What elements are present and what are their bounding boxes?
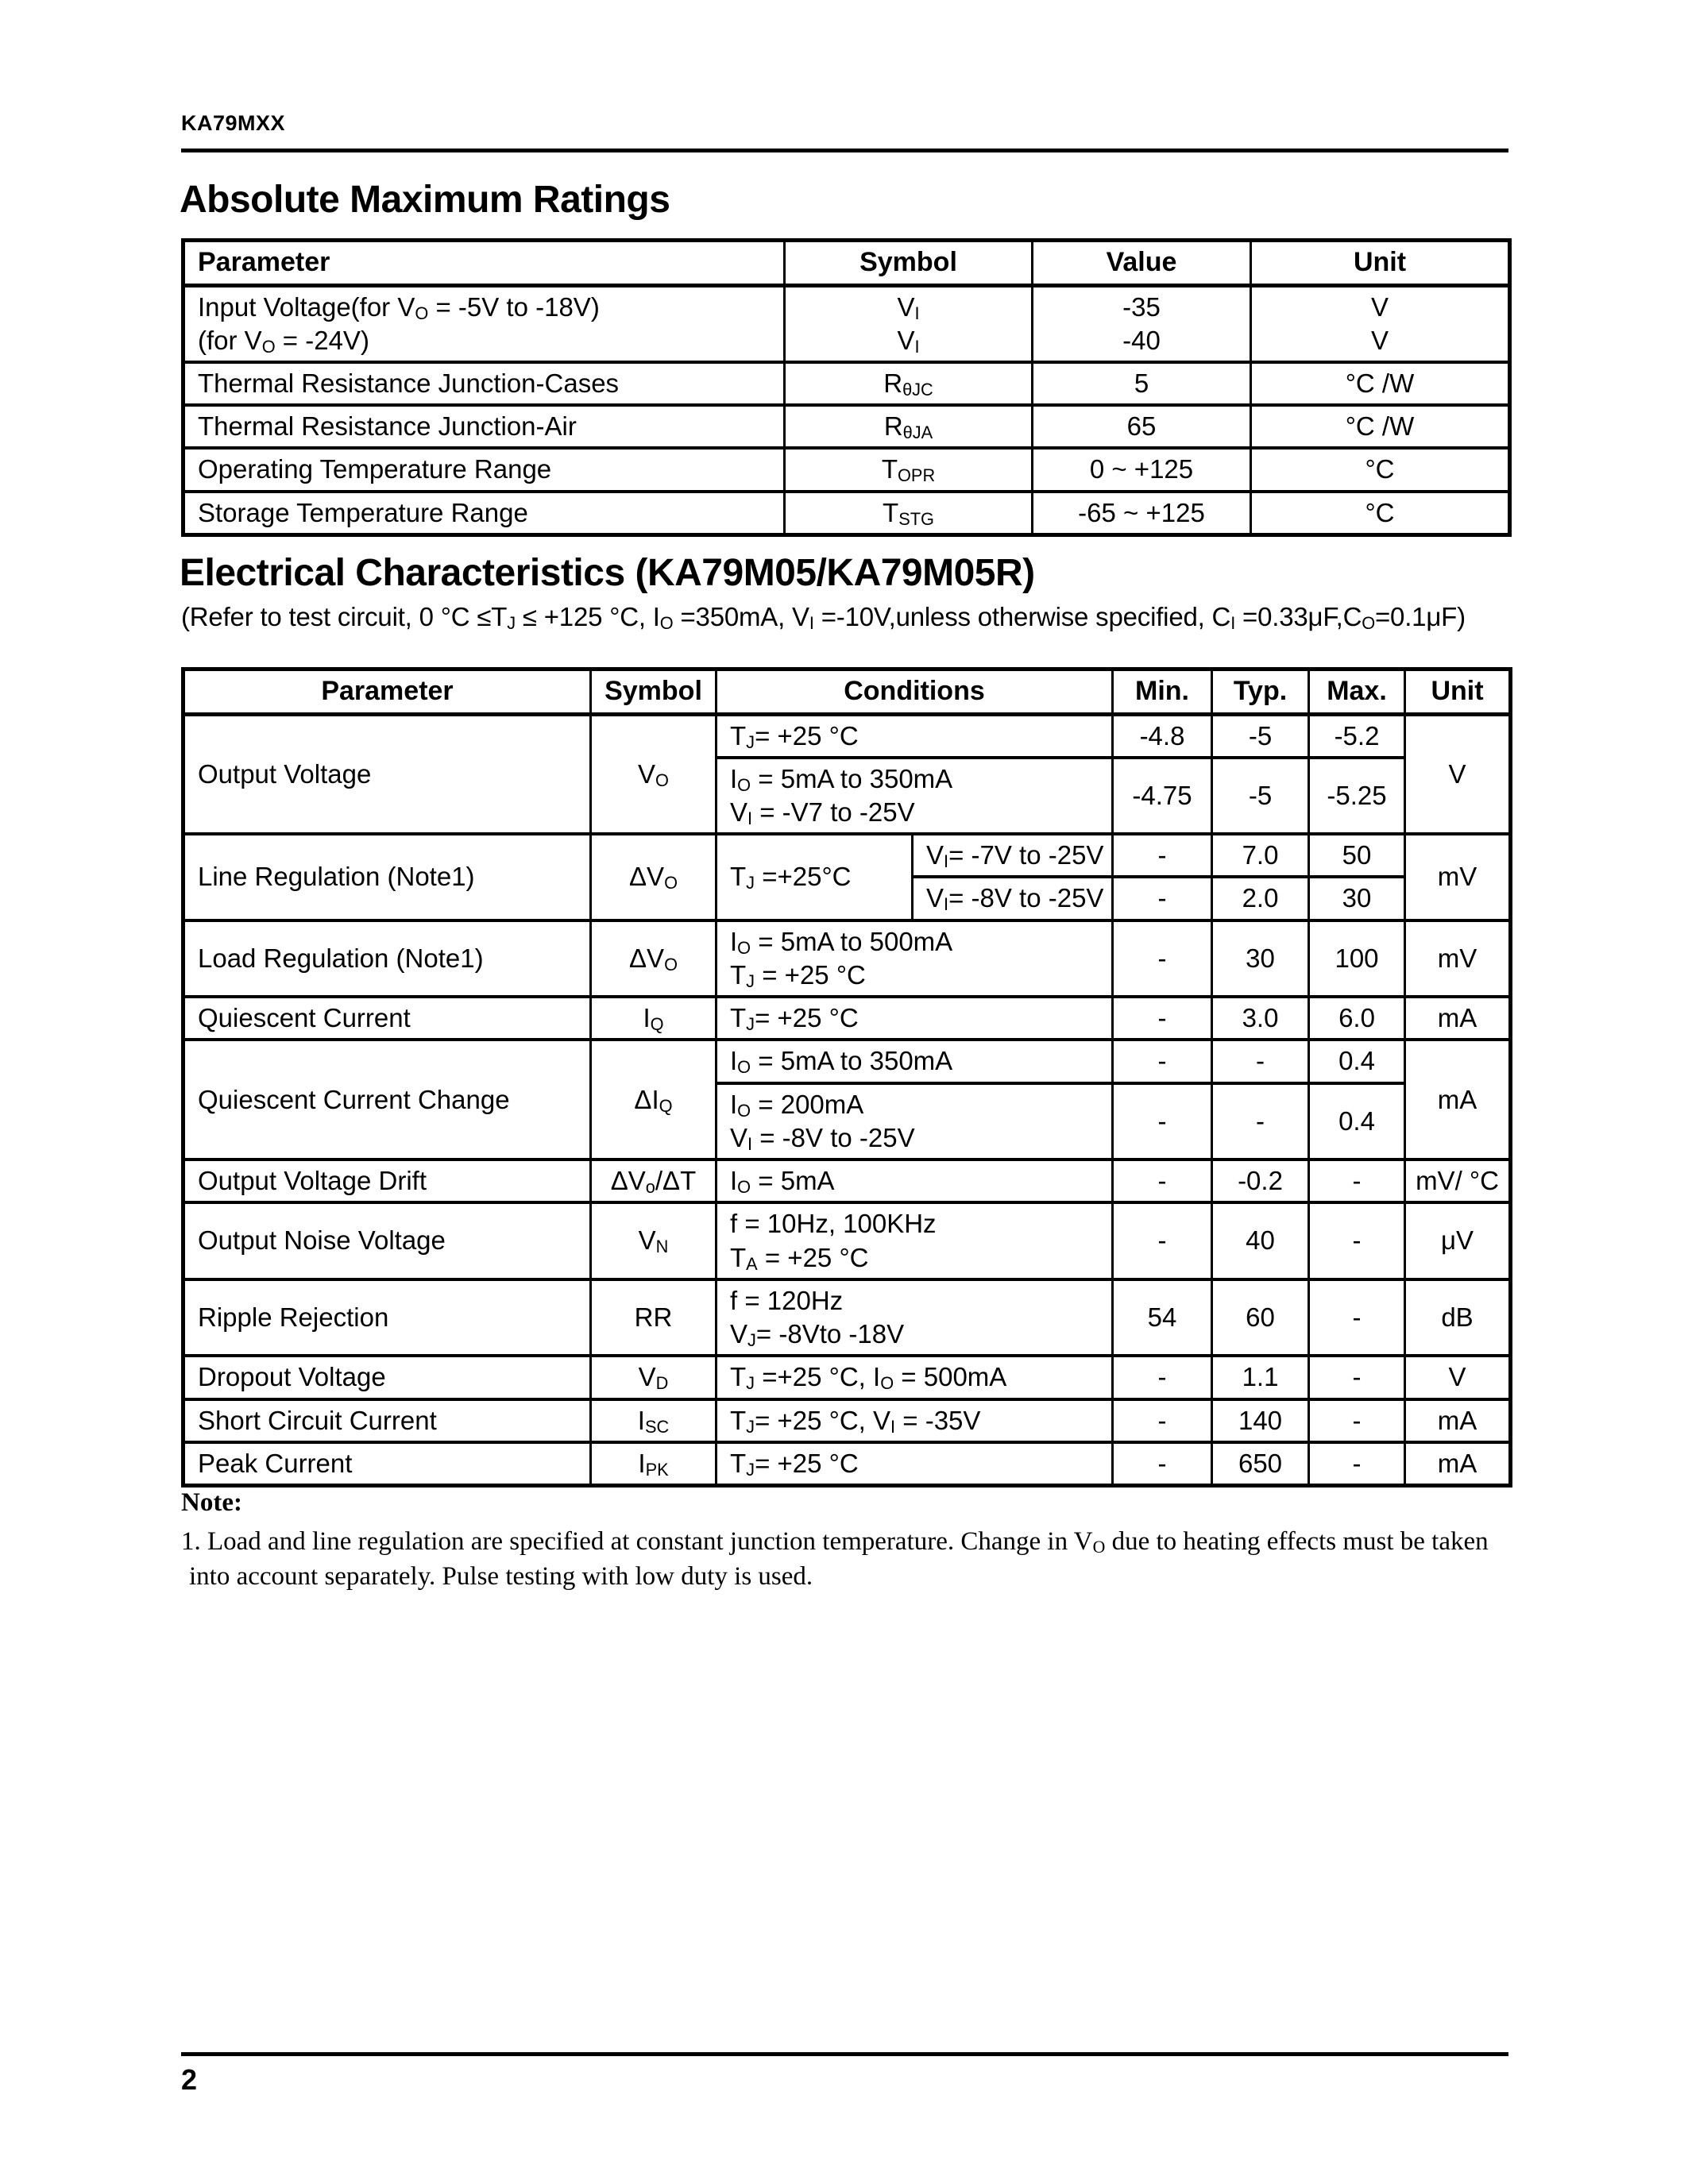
cell-symbol: $V_I$ $V_I$	[785, 285, 1033, 362]
row-operating-temperature-range	[183, 448, 1510, 491]
row-line-regulation	[183, 834, 1511, 877]
cell-conditions: $I_O = 200mA$ $V_I = -8V$ to -25V	[717, 1083, 1113, 1160]
column-header-max: Max.	[1309, 669, 1405, 715]
cell-max: 0.4	[1309, 1040, 1405, 1082]
cell-parameter: Thermal Resistance Junction-Cases	[183, 362, 785, 405]
cell-min: -	[1113, 1202, 1212, 1279]
column-header-min: Min.	[1113, 669, 1212, 715]
cell-unit: mA	[1405, 1399, 1511, 1442]
cell-symbol: RR	[591, 1279, 717, 1356]
cell-symbol: $R_{\theta JA}$	[785, 405, 1033, 448]
note-line-2: into account separately. Pulse testing with low duty is used.	[189, 1562, 813, 1591]
cell-conditions: $I_O = 5mA$ to 350mA $V_I = -V7$ to -25V	[717, 758, 1113, 834]
cell-min: -	[1113, 1356, 1212, 1399]
cell-unit: mV	[1405, 920, 1511, 997]
cell-max: -	[1309, 1279, 1405, 1356]
row-output-noise-voltage	[183, 1202, 1511, 1279]
cell-typ: 60	[1212, 1279, 1309, 1356]
cell-unit: °C /W	[1251, 362, 1510, 405]
cell-value: 0 ~ +125	[1033, 448, 1251, 491]
cell-conditions: $V_I= -7V$ to -25V	[913, 834, 1113, 877]
cell-unit: °C	[1251, 492, 1510, 535]
row-quiescent-current	[183, 997, 1511, 1040]
table-header-row	[183, 241, 1510, 286]
cell-value: 5	[1033, 362, 1251, 405]
cell-parameter: Peak Current	[183, 1442, 591, 1486]
cell-unit: V	[1405, 1356, 1511, 1399]
cell-min: -	[1113, 1083, 1212, 1160]
cell-unit: dB	[1405, 1279, 1511, 1356]
cell-parameter: Ripple Rejection	[183, 1279, 591, 1356]
row-ripple-rejection	[183, 1279, 1511, 1356]
row-quiescent-current-change	[183, 1040, 1511, 1082]
cell-unit: V V	[1251, 285, 1510, 362]
cell-max: 100	[1309, 920, 1405, 997]
column-header-conditions: Conditions	[717, 669, 1113, 715]
cell-unit: mV	[1405, 834, 1511, 920]
cell-unit: μV	[1405, 1202, 1511, 1279]
cell-typ: -5	[1212, 758, 1309, 834]
cell-parameter: Line Regulation (Note1)	[183, 834, 591, 920]
row-thermal-resistance-junction-cases	[183, 362, 1510, 405]
cell-parameter: Load Regulation (Note1)	[183, 920, 591, 997]
cell-symbol: $\Delta V_O$	[591, 920, 717, 997]
cell-conditions: $T_J= +25$ °C	[717, 714, 1113, 758]
cell-typ: -	[1212, 1040, 1309, 1082]
cell-typ: 7.0	[1212, 834, 1309, 877]
cell-max: 0.4	[1309, 1083, 1405, 1160]
cell-conditions: f = 120Hz $V_J= -8Vto$ -18V	[717, 1279, 1113, 1356]
page-number: 2	[181, 2063, 198, 2096]
column-header-typ: Typ.	[1212, 669, 1309, 715]
table-header-row	[183, 669, 1511, 715]
cell-min: -	[1113, 877, 1212, 920]
cell-max: -	[1309, 1202, 1405, 1279]
cell-typ: 140	[1212, 1399, 1309, 1442]
cell-conditions: $I_O = 5mA$ to 350mA	[717, 1040, 1113, 1082]
cell-unit: mA	[1405, 1040, 1511, 1160]
cell-conditions: $I_O = 5mA$	[717, 1160, 1113, 1202]
column-header-parameter: Parameter	[183, 669, 591, 715]
cell-min: -	[1113, 1442, 1212, 1486]
cell-parameter: Output Voltage Drift	[183, 1160, 591, 1202]
row-short-circuit-current	[183, 1399, 1511, 1442]
cell-symbol: $I_{SC}$	[591, 1399, 717, 1442]
cell-max: -5.2	[1309, 714, 1405, 758]
cell-parameter: Output Voltage	[183, 714, 591, 834]
cell-unit: mA	[1405, 1442, 1511, 1486]
cell-typ: 1.1	[1212, 1356, 1309, 1399]
cell-conditions: $T_J= +25$ °C	[717, 1442, 1113, 1486]
cell-parameter: Quiescent Current Change	[183, 1040, 591, 1160]
row-load-regulation	[183, 920, 1511, 997]
row-input-voltage	[183, 285, 1510, 362]
cell-max: -	[1309, 1442, 1405, 1486]
cell-typ: -0.2	[1212, 1160, 1309, 1202]
column-header-symbol: Symbol	[591, 669, 717, 715]
cell-unit: °C	[1251, 448, 1510, 491]
cell-max: -5.25	[1309, 758, 1405, 834]
cell-symbol: $T_{OPR}$	[785, 448, 1033, 491]
cell-value: -35 -40	[1033, 285, 1251, 362]
row-thermal-resistance-junction-air	[183, 405, 1510, 448]
cell-min: -4.8	[1113, 714, 1212, 758]
cell-typ: 3.0	[1212, 997, 1309, 1040]
cell-min: 54	[1113, 1279, 1212, 1356]
cell-min: -	[1113, 920, 1212, 997]
column-header-unit: Unit	[1405, 669, 1511, 715]
cell-conditions: f = 10Hz, 100KHz $T_A = +25$ °C	[717, 1202, 1113, 1279]
part-family-header: KA79MXX	[181, 111, 286, 135]
cell-symbol: $R_{\theta JC}$	[785, 362, 1033, 405]
footnote-block	[181, 1488, 1489, 1594]
cell-symbol: $I_{PK}$	[591, 1442, 717, 1486]
cell-unit: mV/ °C	[1405, 1160, 1511, 1202]
cell-min: -4.75	[1113, 758, 1212, 834]
cell-min: -	[1113, 1160, 1212, 1202]
cell-symbol: $\Delta I_Q$	[591, 1040, 717, 1160]
cell-conditions-left: $T_J =+25^\circ C$	[717, 834, 913, 920]
cell-value: 65	[1033, 405, 1251, 448]
cell-conditions: $T_J= +25$ °C	[717, 997, 1113, 1040]
cell-max: -	[1309, 1399, 1405, 1442]
cell-conditions: $T_J =+25$ °C, $I_O = 500mA$	[717, 1356, 1113, 1399]
column-header-unit: Unit	[1251, 241, 1510, 286]
note-label: Note:	[181, 1488, 242, 1517]
cell-parameter: Dropout Voltage	[183, 1356, 591, 1399]
cell-typ: 650	[1212, 1442, 1309, 1486]
cell-unit: V	[1405, 714, 1511, 834]
cell-max: -	[1309, 1356, 1405, 1399]
cell-symbol: $V_O$	[591, 714, 717, 834]
row-peak-current	[183, 1442, 1511, 1486]
cell-unit: °C /W	[1251, 405, 1510, 448]
cell-max: -	[1309, 1160, 1405, 1202]
row-output-voltage	[183, 714, 1511, 758]
section-title-electrical-characteristics: Electrical Characteristics (KA79M05/KA79M05R)	[180, 552, 1035, 594]
cell-typ: -	[1212, 1083, 1309, 1160]
cell-max: 6.0	[1309, 997, 1405, 1040]
cell-symbol: $I_Q$	[591, 997, 717, 1040]
cell-min: -	[1113, 997, 1212, 1040]
column-header-parameter: Parameter	[183, 241, 785, 286]
cell-min: -	[1113, 1399, 1212, 1442]
cell-typ: -5	[1212, 714, 1309, 758]
cell-parameter: Storage Temperature Range	[183, 492, 785, 535]
cell-typ: 2.0	[1212, 877, 1309, 920]
cell-parameter: Short Circuit Current	[183, 1399, 591, 1442]
column-header-symbol: Symbol	[785, 241, 1033, 286]
cell-min: -	[1113, 834, 1212, 877]
cell-min: -	[1113, 1040, 1212, 1082]
cell-parameter: Quiescent Current	[183, 997, 591, 1040]
cell-parameter: Operating Temperature Range	[183, 448, 785, 491]
row-output-voltage-drift	[183, 1160, 1511, 1202]
cell-unit: mA	[1405, 997, 1511, 1040]
cell-parameter: Output Noise Voltage	[183, 1202, 591, 1279]
cell-max: 30	[1309, 877, 1405, 920]
cell-conditions: $T_J= +25$ °C, $V_I = -35V$	[717, 1399, 1113, 1442]
row-storage-temperature-range	[183, 492, 1510, 535]
column-header-value: Value	[1033, 241, 1251, 286]
cell-parameter: Thermal Resistance Junction-Air	[183, 405, 785, 448]
cell-typ: 30	[1212, 920, 1309, 997]
cell-symbol: $\Delta V_O$	[591, 834, 717, 920]
cell-conditions: $I_O = 5mA$ to 500mA $T_J = +25$ °C	[717, 920, 1113, 997]
cell-symbol: $V_N$	[591, 1202, 717, 1279]
cell-parameter: Input Voltage(for $V_O = -5V$ to -18V) (for $V_O = -24V$)	[183, 285, 785, 362]
absolute-maximum-ratings-table	[181, 238, 1512, 537]
footer-rule	[181, 2052, 1508, 2056]
header-rule	[181, 149, 1508, 152]
section-title-absolute-maximum-ratings: Absolute Maximum Ratings	[180, 179, 670, 221]
cell-max: 50	[1309, 834, 1405, 877]
cell-symbol: $\Delta V_o/\Delta T$	[591, 1160, 717, 1202]
cell-conditions: $V_I= -8V$ to -25V	[913, 877, 1113, 920]
note-line-1: 1. Load and line regulation are specified at constant junction temperature. Change in $V_O$ due to heating effects must be taken	[181, 1527, 1489, 1557]
cell-symbol: $T_{STG}$	[785, 492, 1033, 535]
cell-symbol: $V_D$	[591, 1356, 717, 1399]
electrical-characteristics-table	[181, 667, 1512, 1488]
cell-value: -65 ~ +125	[1033, 492, 1251, 535]
test-conditions-subtitle: (Refer to test circuit, 0 $^\circ C \le T_J \le +125$ °C, $I_O =350mA$, $V_I$ =-10V,unless otherwise specified, $C_I =0.33\mu F,C_O=0.1\mu F$)	[181, 602, 1466, 633]
row-dropout-voltage	[183, 1356, 1511, 1399]
cell-typ: 40	[1212, 1202, 1309, 1279]
